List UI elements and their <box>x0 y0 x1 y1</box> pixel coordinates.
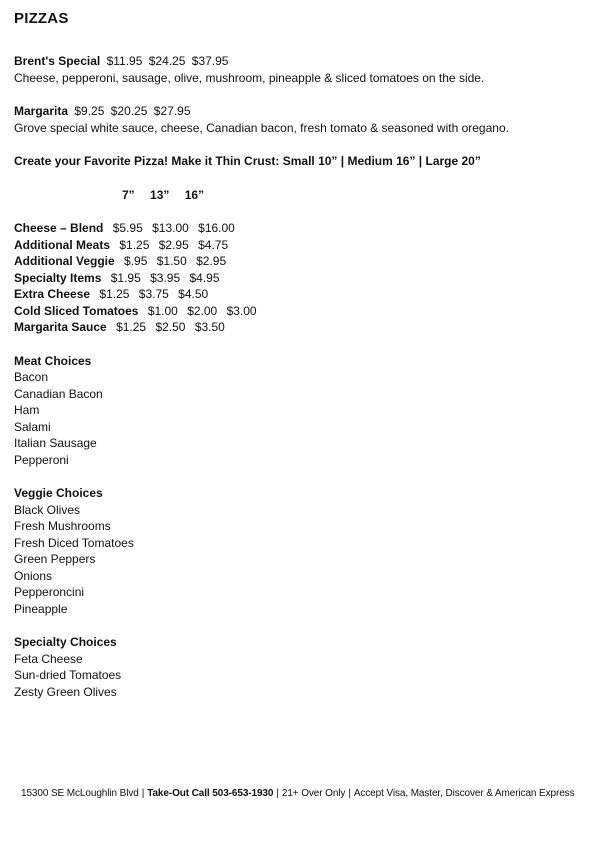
list-item: Pepperoncini <box>14 585 85 599</box>
price-7: $1.00 <box>147 303 178 318</box>
list-item: Onions <box>14 568 53 583</box>
build-item-row <box>14 270 586 287</box>
section-heading: Veggie Choices <box>14 486 103 500</box>
list-item: Italian Sausage <box>14 436 97 450</box>
item-name: Additional Meats <box>14 237 111 252</box>
price-small: $9.25 <box>74 104 105 118</box>
special-description: Cheese, pepperoni, sausage, olive, mushroom, pineapple & sliced tomatoes on the side. <box>14 70 485 85</box>
footer-age-restriction: 21+ Over Only <box>281 788 346 799</box>
list-item: Canadian Bacon <box>14 386 103 401</box>
footer-info: 15300 SE McLoughlin Blvd | Take-Out Call 503-653-1930 | 21+ Over Only | Accept Visa, Master, Discover & American Express <box>21 788 575 799</box>
list-item: Ham <box>14 403 40 417</box>
build-item-row <box>14 220 586 237</box>
list-item: Bacon <box>14 370 49 384</box>
price-13: $2.50 <box>155 320 186 334</box>
price-13: $3.95 <box>150 270 181 285</box>
size-13: 13” <box>150 187 170 202</box>
price-13: $3.75 <box>138 287 169 301</box>
price-16: $4.50 <box>178 287 209 301</box>
price-7: $.95 <box>124 254 148 268</box>
special-brents <box>14 53 586 86</box>
build-item-row <box>14 237 586 254</box>
list-item: Salami <box>14 419 51 434</box>
specialty-choices-section <box>14 634 586 700</box>
price-16: $3.00 <box>226 303 257 318</box>
special-margarita <box>14 103 586 136</box>
price-medium: $24.25 <box>148 54 186 68</box>
list-item: Fresh Mushrooms <box>14 519 111 533</box>
size-7: 7” <box>122 187 135 202</box>
price-13: $13.00 <box>152 221 189 235</box>
price-large: $27.95 <box>153 104 191 118</box>
price-7: $1.25 <box>116 320 147 334</box>
item-name: Cold Sliced Tomatoes <box>14 303 139 318</box>
footer-payment: Accept Visa, Master, Discover & American Express <box>353 788 575 799</box>
list-item: Pepperoni <box>14 452 69 467</box>
build-item-row <box>14 303 586 320</box>
build-item-row <box>14 286 586 303</box>
special-name: Margarita <box>14 104 69 118</box>
list-item: Pineapple <box>14 601 68 616</box>
price-13: $2.95 <box>158 237 189 252</box>
list-item: Feta Cheese <box>14 651 83 666</box>
list-item: Green Peppers <box>14 552 96 566</box>
price-small: $11.95 <box>106 54 143 68</box>
special-name: Brent's Special <box>14 54 101 68</box>
price-16: $4.95 <box>189 270 220 285</box>
build-items-list <box>14 220 586 336</box>
build-item-row <box>14 319 586 336</box>
price-16: $4.75 <box>198 237 229 252</box>
price-7: $1.25 <box>119 237 150 252</box>
item-name: Specialty Items <box>14 270 102 285</box>
price-large: $37.95 <box>191 54 229 68</box>
footer-address: 15300 SE McLoughlin Blvd <box>21 788 139 799</box>
page-title: PIZZAS <box>14 10 69 27</box>
price-13: $2.00 <box>187 303 218 318</box>
price-7: $1.25 <box>99 287 130 301</box>
create-pizza-heading: Create your Favorite Pizza! Make it Thin Crust: Small 10” | Medium 16” | Large 20” <box>14 154 481 168</box>
special-description: Grove special white sauce, cheese, Canadian bacon, fresh tomato & seasoned with oregano. <box>14 120 509 135</box>
price-16: $2.95 <box>196 254 227 268</box>
item-name: Margarita Sauce <box>14 320 107 334</box>
item-name: Cheese – Blend <box>14 221 104 235</box>
price-16: $3.50 <box>194 320 225 334</box>
item-name: Extra Cheese <box>14 287 91 301</box>
meat-choices-section <box>14 353 586 469</box>
price-13: $1.50 <box>156 254 187 268</box>
veggie-choices-section <box>14 485 586 617</box>
price-7: $5.95 <box>112 221 143 235</box>
section-heading: Specialty Choices <box>14 635 117 649</box>
list-item: Fresh Diced Tomatoes <box>14 535 134 550</box>
size-headers <box>14 187 586 204</box>
menu-page <box>14 10 586 700</box>
list-item: Zesty Green Olives <box>14 684 117 699</box>
item-name: Additional Veggie <box>14 254 115 268</box>
section-heading: Meat Choices <box>14 353 92 368</box>
build-item-row <box>14 253 586 270</box>
price-16: $16.00 <box>198 221 235 235</box>
size-16: 16” <box>184 187 205 202</box>
price-7: $1.95 <box>110 270 141 285</box>
footer-takeout-phone: Take-Out Call 503-653-1930 <box>147 788 274 799</box>
list-item: Sun-dried Tomatoes <box>14 668 122 682</box>
list-item: Black Olives <box>14 502 81 517</box>
price-medium: $20.25 <box>110 104 148 118</box>
